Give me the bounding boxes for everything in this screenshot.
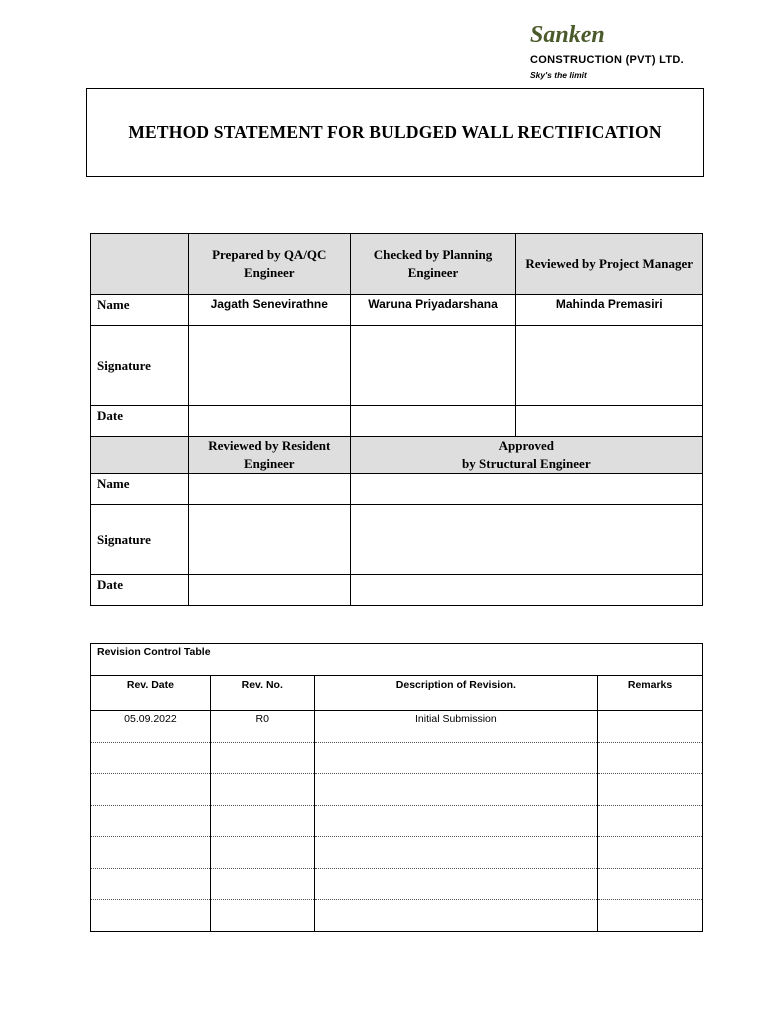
approval-signature-row bbox=[91, 326, 703, 406]
table-row bbox=[91, 742, 703, 774]
date-reviewed-by-pm[interactable] bbox=[516, 406, 703, 437]
name-prepared-by: Jagath Senevirathne bbox=[188, 295, 350, 326]
cell-rev-no: R0 bbox=[210, 711, 314, 743]
cell-description[interactable] bbox=[314, 742, 597, 774]
approval-header-row-2 bbox=[91, 437, 703, 474]
revision-header-row bbox=[91, 676, 703, 711]
cell-description[interactable] bbox=[314, 837, 597, 869]
name-checked-by: Waruna Priyadarshana bbox=[350, 295, 516, 326]
approval-date-row-2 bbox=[91, 575, 703, 606]
approval-header2-empty bbox=[91, 437, 189, 474]
cell-remarks[interactable] bbox=[598, 837, 703, 869]
cell-rev-date[interactable] bbox=[91, 868, 211, 900]
cell-rev-no[interactable] bbox=[210, 868, 314, 900]
name-approved-by-se[interactable] bbox=[350, 474, 702, 505]
col-description: Description of Revision. bbox=[314, 676, 597, 711]
cell-rev-date[interactable] bbox=[91, 837, 211, 869]
row-label-signature: Signature bbox=[91, 326, 189, 406]
cell-description[interactable] bbox=[314, 774, 597, 806]
cell-rev-no[interactable] bbox=[210, 837, 314, 869]
cell-remarks[interactable] bbox=[598, 742, 703, 774]
date-reviewed-by-re[interactable] bbox=[188, 575, 350, 606]
signature-checked-by[interactable] bbox=[350, 326, 516, 406]
cell-rev-no[interactable] bbox=[210, 774, 314, 806]
date-checked-by[interactable] bbox=[350, 406, 516, 437]
col-rev-date: Rev. Date bbox=[91, 676, 211, 711]
header-prepared-by: Prepared by QA/QC Engineer bbox=[188, 234, 350, 295]
cell-remarks bbox=[598, 711, 703, 743]
date-prepared-by[interactable] bbox=[188, 406, 350, 437]
cell-description[interactable] bbox=[314, 868, 597, 900]
company-logo bbox=[530, 20, 684, 80]
date-approved-by-se[interactable] bbox=[350, 575, 702, 606]
row-label-signature-2: Signature bbox=[91, 505, 189, 575]
cell-rev-date[interactable] bbox=[91, 742, 211, 774]
col-remarks: Remarks bbox=[598, 676, 703, 711]
cell-rev-date[interactable] bbox=[91, 900, 211, 932]
cell-rev-no[interactable] bbox=[210, 742, 314, 774]
signature-reviewed-by-pm[interactable] bbox=[516, 326, 703, 406]
row-label-date-2: Date bbox=[91, 575, 189, 606]
signature-reviewed-by-re[interactable] bbox=[188, 505, 350, 575]
header-approved-line1: Approved bbox=[498, 438, 554, 453]
revision-caption: Revision Control Table bbox=[91, 644, 703, 676]
row-label-name: Name bbox=[91, 295, 189, 326]
approval-header-row bbox=[91, 234, 703, 295]
logo-name: Sanken bbox=[530, 22, 605, 48]
revision-caption-row bbox=[91, 644, 703, 676]
name-reviewed-by-pm: Mahinda Premasiri bbox=[516, 295, 703, 326]
document-title-box bbox=[86, 88, 704, 177]
cell-rev-date[interactable] bbox=[91, 805, 211, 837]
approval-name-row-2 bbox=[91, 474, 703, 505]
logo-tagline: Sky's the limit bbox=[530, 70, 587, 80]
document-title: METHOD STATEMENT FOR BULDGED WALL RECTIFICATION bbox=[128, 122, 662, 142]
cell-description[interactable] bbox=[314, 900, 597, 932]
cell-rev-date: 05.09.2022 bbox=[91, 711, 211, 743]
table-row bbox=[91, 711, 703, 743]
header-approved-by-se bbox=[350, 437, 702, 474]
table-row bbox=[91, 868, 703, 900]
approval-header-empty bbox=[91, 234, 189, 295]
cell-description[interactable] bbox=[314, 805, 597, 837]
cell-rev-date[interactable] bbox=[91, 774, 211, 806]
cell-rev-no[interactable] bbox=[210, 805, 314, 837]
approval-name-row bbox=[91, 295, 703, 326]
approval-table bbox=[90, 233, 703, 606]
header-checked-by: Checked by Planning Engineer bbox=[350, 234, 516, 295]
signature-approved-by-se[interactable] bbox=[350, 505, 702, 575]
header-reviewed-by-re: Reviewed by Resident Engineer bbox=[188, 437, 350, 474]
cell-remarks[interactable] bbox=[598, 805, 703, 837]
signature-prepared-by[interactable] bbox=[188, 326, 350, 406]
table-row bbox=[91, 805, 703, 837]
cell-remarks[interactable] bbox=[598, 900, 703, 932]
cell-rev-no[interactable] bbox=[210, 900, 314, 932]
cell-description: Initial Submission bbox=[314, 711, 597, 743]
logo-company: CONSTRUCTION (PVT) LTD. bbox=[530, 54, 684, 66]
cell-remarks[interactable] bbox=[598, 774, 703, 806]
col-rev-no: Rev. No. bbox=[210, 676, 314, 711]
approval-signature-row-2 bbox=[91, 505, 703, 575]
row-label-name-2: Name bbox=[91, 474, 189, 505]
approval-date-row bbox=[91, 406, 703, 437]
table-row bbox=[91, 900, 703, 932]
header-approved-line2: by Structural Engineer bbox=[462, 456, 591, 471]
revision-control-table bbox=[90, 643, 703, 932]
name-reviewed-by-re[interactable] bbox=[188, 474, 350, 505]
cell-remarks[interactable] bbox=[598, 868, 703, 900]
table-row bbox=[91, 774, 703, 806]
header-reviewed-by-pm: Reviewed by Project Manager bbox=[516, 234, 703, 295]
table-row bbox=[91, 837, 703, 869]
row-label-date: Date bbox=[91, 406, 189, 437]
